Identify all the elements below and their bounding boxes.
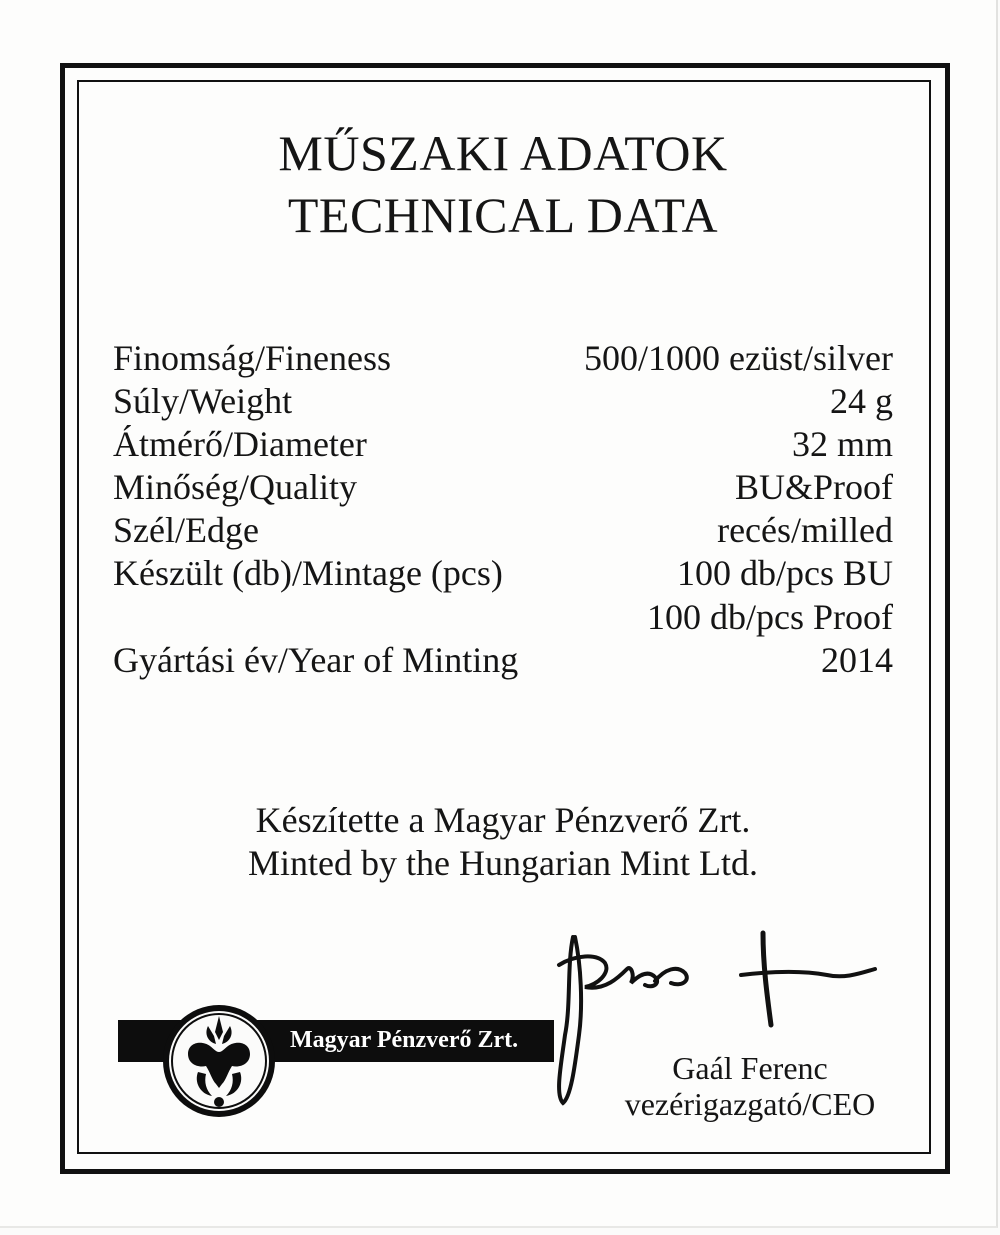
spec-label: Átmérő/Diameter (113, 424, 367, 464)
spec-value: recés/milled (717, 510, 893, 550)
spec-value: BU&Proof (734, 467, 893, 507)
spec-value: 2014 (821, 640, 893, 680)
spec-row-mintage-proof (113, 595, 893, 639)
spec-value: 100 db/pcs Proof (647, 597, 893, 637)
spec-row-diameter (113, 422, 893, 466)
spec-value: 500/1000 ezüst/silver (584, 338, 893, 378)
spec-label: Súly/Weight (113, 381, 293, 421)
spec-row-fineness (113, 336, 893, 380)
spec-label: Készült (db)/Mintage (pcs) (113, 553, 503, 593)
spec-label: Finomság/Fineness (113, 338, 392, 378)
mint-logo-text: Magyar Pénzverő Zrt. (290, 1027, 519, 1053)
spec-row-mintage (113, 551, 893, 595)
minted-by-english: Minted by the Hungarian Mint Ltd. (248, 843, 758, 883)
spec-value: 32 mm (791, 424, 893, 464)
spec-value: 24 g (830, 381, 893, 421)
title-hungarian: MŰSZAKI ADATOK (278, 125, 728, 181)
signer-title: vezérigazgató/CEO (624, 1086, 876, 1122)
spec-label: Gyártási év/Year of Minting (113, 640, 519, 680)
spec-row-year (113, 638, 893, 682)
spec-row-weight (113, 379, 893, 423)
spec-row-edge (113, 508, 893, 552)
spec-value: 100 db/pcs BU (677, 553, 893, 593)
title-english: TECHNICAL DATA (287, 187, 719, 243)
spec-label: Minőség/Quality (113, 467, 357, 507)
spec-label: Szél/Edge (113, 510, 259, 550)
spec-row-quality (113, 465, 893, 509)
signer-name: Gaál Ferenc (672, 1050, 828, 1086)
mint-emblem-icon (160, 1002, 278, 1120)
minted-by-hungarian: Készítette a Magyar Pénzverő Zrt. (255, 800, 751, 840)
